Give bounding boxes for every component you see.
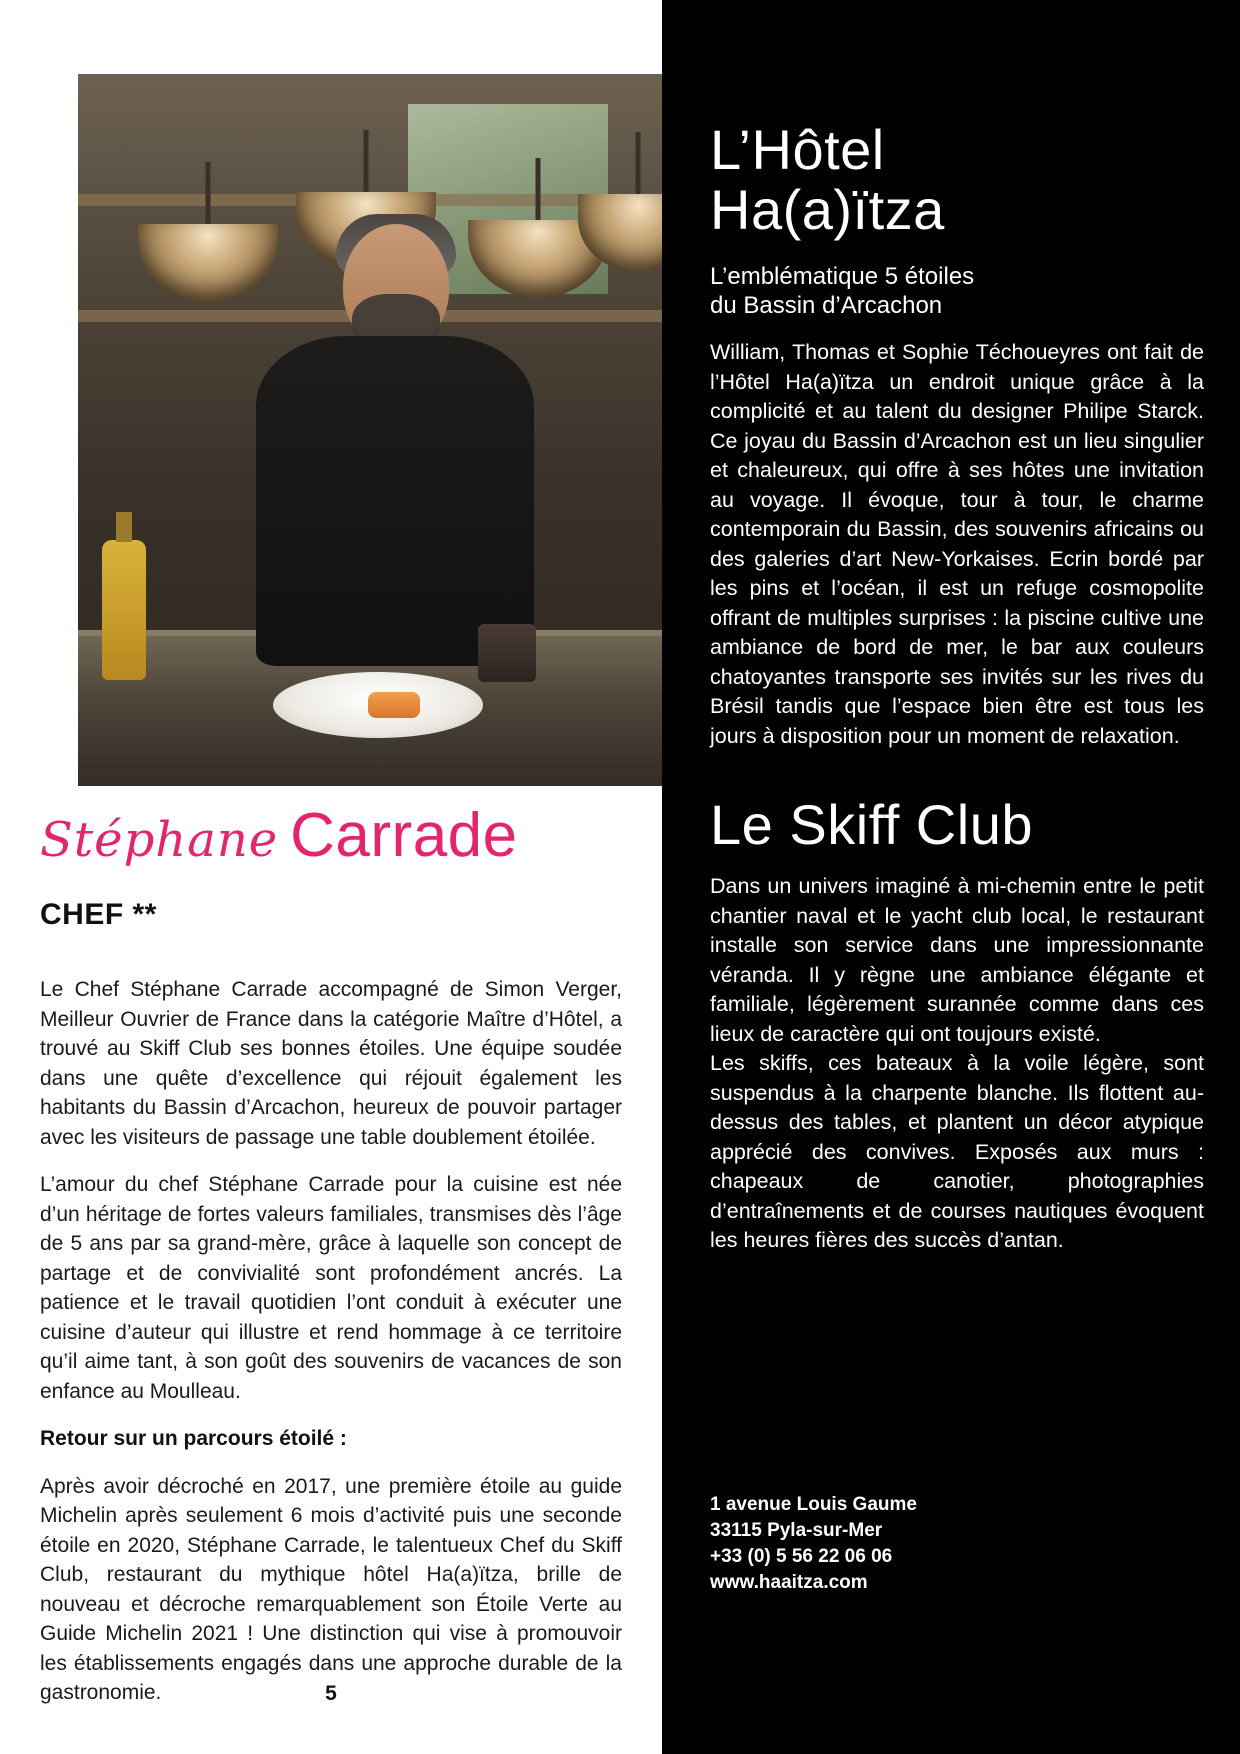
chef-role: CHEF ** xyxy=(40,898,157,931)
hotel-title-line-1: L’Hôtel xyxy=(710,118,885,181)
contact-city: 33115 Pyla-sur-Mer xyxy=(710,1520,883,1541)
chef-paragraph-2: L’amour du chef Stéphane Carrade pour la cuisine est née d’un héritage de fortes valeurs familiales, transmises dès l’âge de 5 ans par sa grand-mère, grâce à laquelle son concept de partage et de convivialité sont profondément ancrés. La patience et le travail quotidien l’ont conduit à exécuter une cuisine d’auteur qui illustre et rend hommage à ce territoire qu’il aime tant, à son goût des souvenirs de vacances de son enfance au Moulleau. xyxy=(40,1173,622,1403)
chef-first-name: Stéphane xyxy=(40,812,279,868)
contact-website[interactable]: www.haaitza.com xyxy=(710,1572,868,1593)
hotel-title-block xyxy=(710,120,1210,320)
hotel-title-line-2: Ha(a)ïtza xyxy=(710,178,945,241)
sauce-pot xyxy=(478,624,536,682)
hotel-subtitle-line-1: L’emblématique 5 étoiles xyxy=(710,263,975,290)
oil-bottle xyxy=(102,540,146,680)
chef-paragraph-3: Après avoir décroché en 2017, une première étoile au guide Michelin après seulement 6 mois d’activité puis une seconde étoile en 2020, Stéphane Carrade, le talentueux Chef du Skiff Club, restaurant du mythique hôtel Ha(a)ïtza, brille de nouveau et décroche remarquablement son Étoile Verte au Guide Michelin 2021 ! Une distinction qui vise à promouvoir les établissements engagés dans une approche durable de la gastronomie. xyxy=(40,1474,622,1704)
skiff-description xyxy=(710,872,1204,1256)
plated-food xyxy=(368,692,420,718)
contact-block xyxy=(710,1492,1190,1596)
chef-name xyxy=(40,800,640,871)
right-column xyxy=(662,0,1240,1754)
chef-article xyxy=(40,975,622,1708)
chef-shirt xyxy=(256,336,534,666)
hotel-subtitle-line-2: du Bassin d’Arcachon xyxy=(710,292,943,319)
chef-subheading: Retour sur un parcours étoilé : xyxy=(40,1427,347,1450)
skiff-body-paragraph-1: Dans un univers imaginé à mi-chemin entre le petit chantier naval et le yacht club local, le restaurant installe son service dans une impressionnante véranda. Il y règne une ambiance élégante et familiale, légèrement surannée comme dans ces lieux de caractère qui ont toujours existé. xyxy=(710,874,1204,1046)
chef-last-name: Carrade xyxy=(290,801,518,870)
page-number: 5 xyxy=(325,1682,337,1705)
skiff-title-block xyxy=(710,795,1210,855)
skiff-title: Le Skiff Club xyxy=(710,793,1033,856)
hotel-description xyxy=(710,338,1204,751)
contact-phone[interactable]: +33 (0) 5 56 22 06 06 xyxy=(710,1546,893,1567)
contact-address: 1 avenue Louis Gaume xyxy=(710,1494,917,1515)
chef-photo xyxy=(78,74,662,786)
hotel-body-text: William, Thomas et Sophie Téchoueyres ont fait de l’Hôtel Ha(a)ïtza un endroit unique grâce à la complicité et au talent du designer Philipe Starck. Ce joyau du Bassin d’Arcachon est un lieu singulier et chaleureux, qui offre à ses hôtes une invitation au voyage. Il évoque, tour à tour, le charme contemporain du Bassin, des souvenirs africains ou des galeries d’art New-Yorkaises. Ecrin bordé par les pins et l’océan, il est un refuge cosmopolite offrant de multiples surprises : la piscine cultive une ambiance de bord de mer, le bar aux couleurs chatoyantes transporte ses invités sur les rives du Brésil tandis que l’espace bien être est tous les jours à disposition pour un moment de relaxation. xyxy=(710,340,1204,748)
skiff-body-paragraph-2: Les skiffs, ces bateaux à la voile légère, sont suspendus à la charpente blanche. Ils flottent au-dessus des tables, et plantent un décor atypique apprécié des convives. Exposés aux murs : chapeaux de canotier, photographies d’entraînements et de courses nautiques évoquent les heures fières des succès d’antan. xyxy=(710,1051,1204,1252)
chef-paragraph-1: Le Chef Stéphane Carrade accompagné de Simon Verger, Meilleur Ouvrier de France dans la catégorie Maître d’Hôtel, a trouvé au Skiff Club ses bonnes étoiles. Une équipe soudée dans une quête d’excellence qui réjouit également les habitants du Bassin d’Arcachon, heureux de pouvoir partager avec les visiteurs de passage une table doublement étoilée. xyxy=(40,978,622,1149)
